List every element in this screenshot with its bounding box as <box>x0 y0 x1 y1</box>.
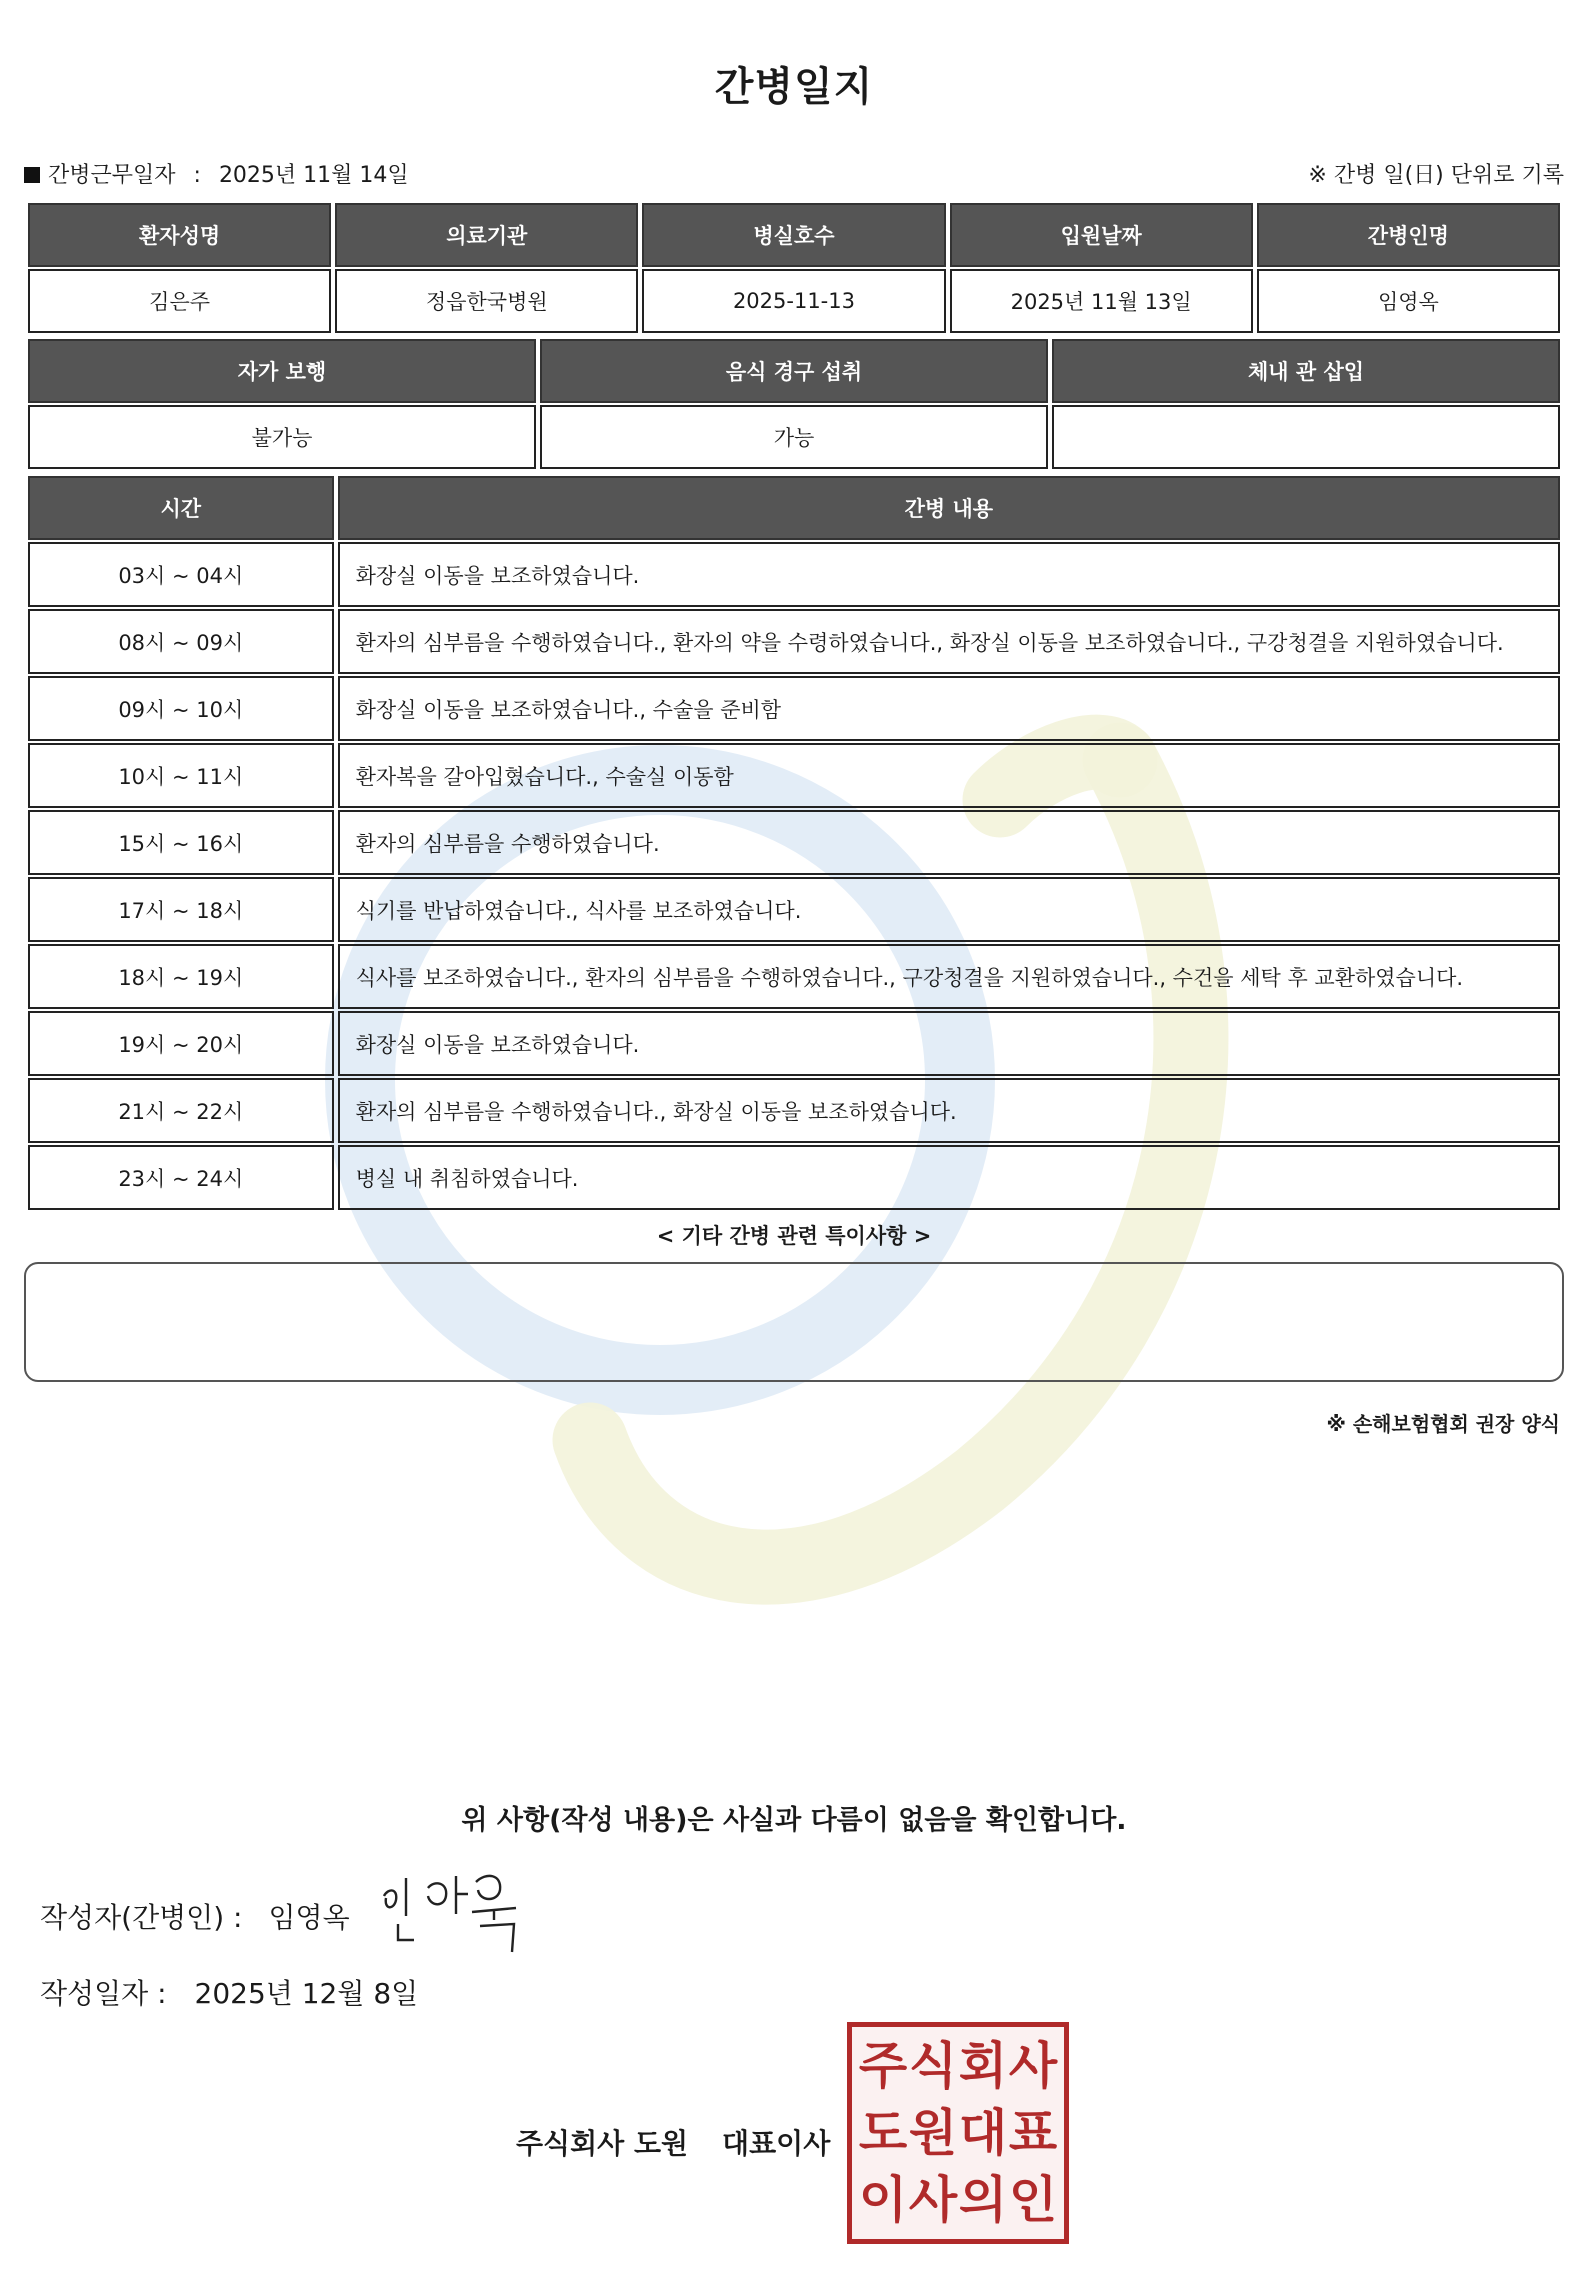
care-time: 03시 ~ 04시 <box>28 542 334 607</box>
hospital-name: 정읍한국병원 <box>335 269 638 333</box>
seal-char: 회 <box>958 2037 1008 2096</box>
writer-name: 임영옥 <box>268 1901 350 1934</box>
handwritten-signature <box>376 1868 536 1958</box>
header-tube-insertion: 체내 관 삽입 <box>1052 339 1560 403</box>
care-time: 09시 ~ 10시 <box>28 676 334 741</box>
header-oral-intake: 음식 경구 섭취 <box>540 339 1048 403</box>
seal-char: 대 <box>958 2103 1008 2162</box>
table-row <box>28 676 1560 741</box>
header-care-content: 간병 내용 <box>338 476 1560 540</box>
table-row <box>28 810 1560 875</box>
oral-intake-value: 가능 <box>540 405 1048 469</box>
table-header-row <box>28 476 1560 540</box>
header-time: 시간 <box>28 476 334 540</box>
table-header-row <box>28 339 1560 403</box>
seal-char: 식 <box>908 2037 958 2096</box>
table-row <box>28 743 1560 808</box>
care-content: 환자의 심부름을 수행하였습니다., 화장실 이동을 보조하였습니다. <box>338 1078 1560 1143</box>
table-row <box>28 944 1560 1009</box>
record-unit-note: ※ 간병 일(日) 단위로 기록 <box>1308 163 1564 188</box>
care-time: 21시 ~ 22시 <box>28 1078 334 1143</box>
header-self-walking: 자가 보행 <box>28 339 536 403</box>
seal-char: 의 <box>958 2170 1008 2229</box>
seal-char: 도 <box>858 2103 908 2162</box>
care-log-table <box>24 474 1564 1212</box>
care-content: 화장실 이동을 보조하였습니다. <box>338 1011 1560 1076</box>
care-content: 환자복을 갈아입혔습니다., 수술실 이동함 <box>338 743 1560 808</box>
table-row <box>28 1078 1560 1143</box>
special-notes-title: < 기타 간병 관련 특이사항 > <box>656 1224 932 1248</box>
seal-char: 사 <box>1008 2037 1058 2096</box>
seal-char: 주 <box>858 2037 908 2096</box>
seal-char: 사 <box>908 2170 958 2229</box>
seal-char: 인 <box>1008 2170 1058 2229</box>
written-date-label: 작성일자 : <box>40 1977 167 2010</box>
care-time: 23시 ~ 24시 <box>28 1145 334 1210</box>
table-row <box>28 877 1560 942</box>
ceo-title: 대표이사 <box>722 2127 831 2160</box>
care-content: 화장실 이동을 보조하였습니다. <box>338 542 1560 607</box>
patient-info-table <box>24 201 1564 335</box>
care-content: 환자의 심부름을 수행하였습니다. <box>338 810 1560 875</box>
company-seal-stamp <box>847 2022 1069 2244</box>
writer-line <box>40 1896 350 1936</box>
seal-char: 이 <box>858 2170 908 2229</box>
written-date-value: 2025년 12월 8일 <box>194 1977 419 2010</box>
header-patient-name: 환자성명 <box>28 203 331 267</box>
self-walking-value: 불가능 <box>28 405 536 469</box>
admission-date: 2025년 11월 13일 <box>950 269 1253 333</box>
care-time: 19시 ~ 20시 <box>28 1011 334 1076</box>
table-row <box>28 542 1560 607</box>
header-caregiver-name: 간병인명 <box>1257 203 1560 267</box>
patient-name: 김은주 <box>28 269 331 333</box>
recommended-form-note: ※ 손해보험협회 권장 양식 <box>1326 1412 1560 1436</box>
care-time: 10시 ~ 11시 <box>28 743 334 808</box>
header-room-number: 병실호수 <box>642 203 945 267</box>
header-hospital: 의료기관 <box>335 203 638 267</box>
care-time: 18시 ~ 19시 <box>28 944 334 1009</box>
seal-char: 표 <box>1008 2103 1058 2162</box>
square-bullet-icon <box>24 167 40 183</box>
table-row <box>28 1145 1560 1210</box>
tube-insertion-value <box>1052 405 1560 469</box>
patient-status-table <box>24 337 1564 471</box>
writer-label: 작성자(간병인) : <box>40 1901 243 1934</box>
page-title: 간병일지 <box>714 64 874 110</box>
care-time: 17시 ~ 18시 <box>28 877 334 942</box>
table-header-row <box>28 203 1560 267</box>
table-row <box>28 405 1560 469</box>
confirmation-statement: 위 사항(작성 내용)은 사실과 다름이 없음을 확인합니다. <box>461 1805 1127 1836</box>
table-row <box>28 1011 1560 1076</box>
work-date-value: 2025년 11월 14일 <box>218 163 409 188</box>
seal-char: 원 <box>908 2103 958 2162</box>
written-date-line <box>40 1972 418 2012</box>
care-content: 식기를 반납하였습니다., 식사를 보조하였습니다. <box>338 877 1560 942</box>
care-time: 08시 ~ 09시 <box>28 609 334 674</box>
care-content: 환자의 심부름을 수행하였습니다., 환자의 약을 수령하였습니다., 화장실 이동을 보조하였습니다., 구강청결을 지원하였습니다. <box>338 609 1560 674</box>
special-notes-box <box>24 1262 1564 1382</box>
work-date-label: 간병근무일자 <box>48 163 176 188</box>
room-number: 2025-11-13 <box>642 269 945 333</box>
work-date-separator: : <box>193 163 201 188</box>
work-date <box>24 158 409 189</box>
care-content: 화장실 이동을 보조하였습니다., 수술을 준비함 <box>338 676 1560 741</box>
header-admission-date: 입원날짜 <box>950 203 1253 267</box>
company-line <box>516 2122 830 2162</box>
company-name: 주식회사 도원 <box>516 2127 689 2160</box>
care-content: 병실 내 취침하였습니다. <box>338 1145 1560 1210</box>
caregiver-name: 임영옥 <box>1257 269 1560 333</box>
care-time: 15시 ~ 16시 <box>28 810 334 875</box>
table-row <box>28 269 1560 333</box>
table-row <box>28 609 1560 674</box>
care-content: 식사를 보조하였습니다., 환자의 심부름을 수행하였습니다., 구강청결을 지원하였습니다., 수건을 세탁 후 교환하였습니다. <box>338 944 1560 1009</box>
